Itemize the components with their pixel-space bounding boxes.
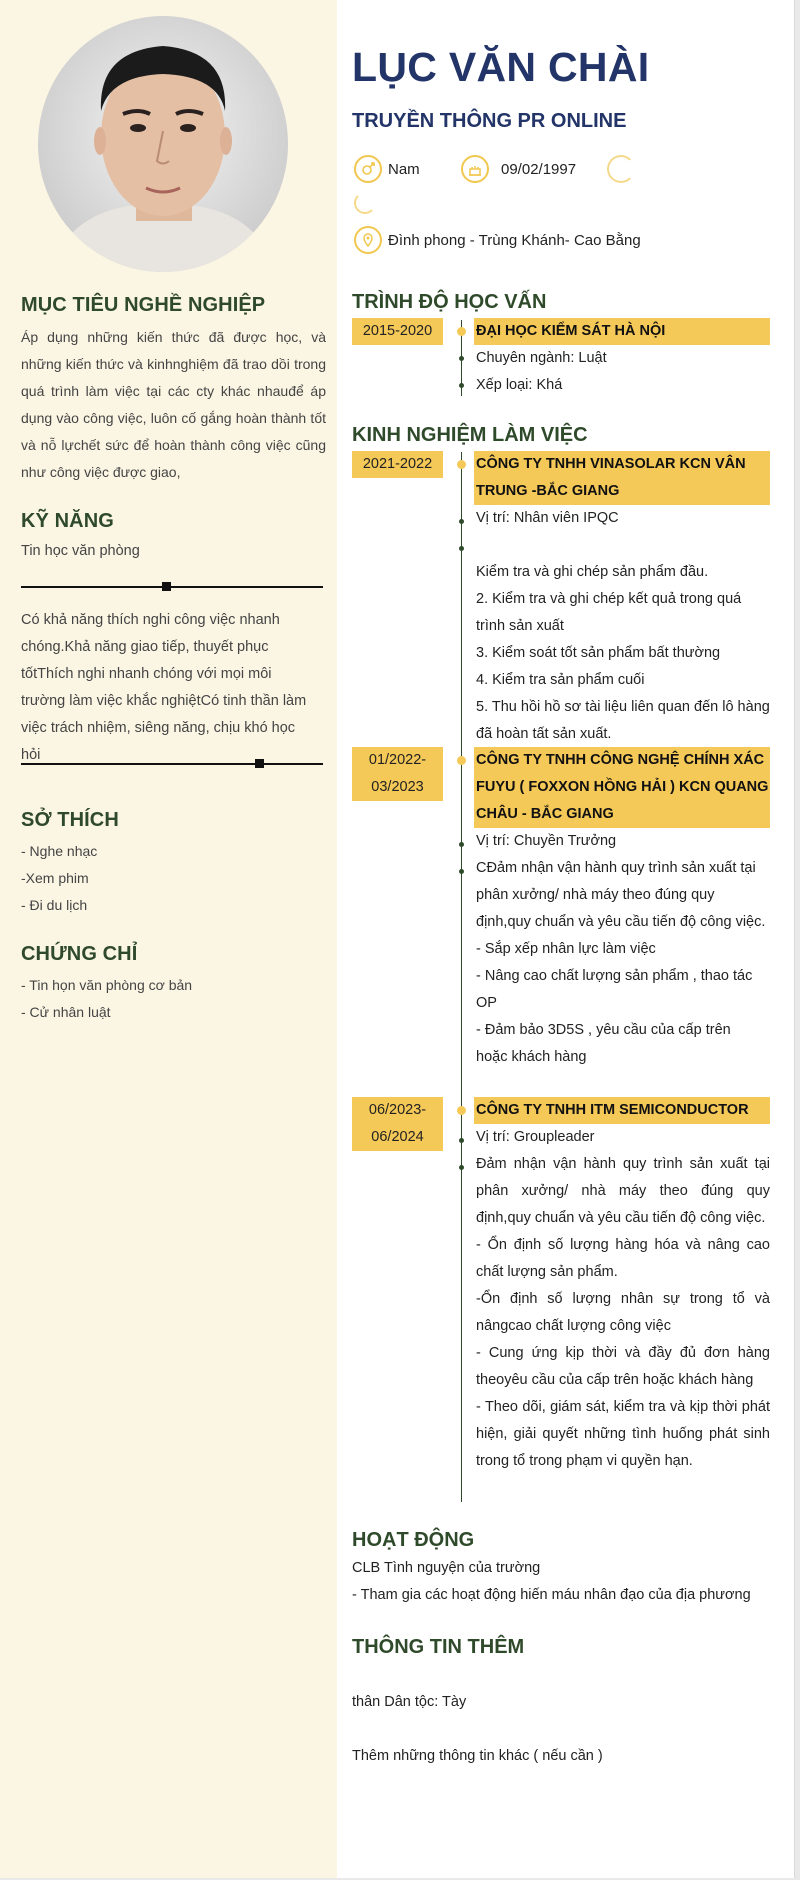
list-item: 3. Kiểm soát tốt sản phẩm bất thường — [476, 645, 721, 661]
job3-date: 06/2023-06/2024 — [352, 1097, 443, 1151]
list-item: - Nghe nhạc — [21, 843, 98, 859]
list-item: Đảm nhận vận hành quy trình sản xuất tại phân xưởng/ nhà máy theo đúng quy định,quy chuẩn và yêu cầu tiến độ công việc. — [476, 1156, 770, 1226]
job1-company: CÔNG TY TNHH VINASOLAR KCN VÂN TRUNG -BẮC GIANG — [474, 451, 770, 505]
bullet-dot — [459, 383, 464, 388]
gender-icon — [354, 155, 382, 183]
certificates-list — [21, 972, 192, 1026]
list-item: - Cử nhân luật — [21, 1004, 111, 1020]
list-item: CĐảm nhận vận hành quy trình sản xuất tại phân xưởng/ nhà máy theo đúng quy định,quy chuẩn và yêu cầu tiến độ công việc. — [476, 860, 766, 930]
job1-date: 2021-2022 — [352, 451, 443, 478]
timeline-dot — [457, 327, 466, 336]
skill-1-slider — [21, 582, 323, 592]
list-item: 2. Kiểm tra và ghi chép kết quả trong quá trình sản xuất — [476, 591, 742, 634]
bullet-dot — [459, 842, 464, 847]
location-icon — [354, 226, 382, 254]
sidebar — [0, 0, 337, 1878]
job1-position: Vị trí: Nhân viên IPQC — [476, 510, 619, 526]
bullet-dot — [459, 1138, 464, 1143]
activity-line: CLB Tình nguyện của trường — [352, 1560, 541, 1576]
job2-company: CÔNG TY TNHH CÔNG NGHỆ CHÍNH XÁC FUYU ( FOXXON HỒNG HẢI ) KCN QUANG CHÂU - BẮC GIANG — [474, 747, 770, 828]
list-item: 4. Kiểm tra sản phẩm cuối — [476, 672, 645, 688]
list-item: - Nâng cao chất lượng sản phẩm , thao tác OP — [476, 968, 753, 1011]
gender-row — [354, 155, 420, 183]
more-info-line: thân Dân tộc: Tày — [352, 1694, 467, 1710]
birthday-row — [461, 155, 576, 183]
list-item: - Cung ứng kịp thời và đầy đủ đơn hàng theoyêu cầu của cấp trên hoặc khách hàng — [476, 1345, 770, 1388]
skill-1-label: Tin học văn phòng — [21, 543, 140, 559]
address-row — [354, 226, 641, 254]
gender-value: Nam — [388, 160, 420, 178]
list-item: - Theo dõi, giám sát, kiểm tra và kịp thời phát hiện, giải quyết những tình huống phát sinh trong tổ trong phạm vi quyền hạn. — [476, 1399, 770, 1469]
address-value: Đình phong - Trùng Khánh- Cao Bằng — [388, 231, 641, 249]
objective-text: Áp dụng những kiến thức đã được học, và những kiến thức và kinhnghiệm đã trao dồi trong quá trình làm việc tại các cty khác nhauđể áp dụng vào công việc, luôn cố gắng hoàn thành tốt và nỗ lựchết sức để hoàn thành công việc cũng như công việc được giao, — [21, 329, 326, 480]
bullet-dot — [459, 869, 464, 874]
list-item: - Đi du lịch — [21, 897, 88, 913]
list-item: - Tin họn văn phòng cơ bản — [21, 977, 193, 993]
job-title: TRUYỀN THÔNG PR ONLINE — [352, 110, 627, 132]
timeline-dot — [457, 1106, 466, 1115]
more-info-title: THÔNG TIN THÊM — [352, 1636, 525, 1658]
job2-duties — [476, 855, 766, 1071]
experience-title: KINH NGHIỆM LÀM VIỆC — [352, 424, 588, 446]
education-major: Chuyên ngành: Luật — [476, 350, 607, 366]
experience-timeline — [461, 452, 462, 1502]
list-item: 5. Thu hồi hồ sơ tài liệu liên quan đến lô hàng đã hoàn tất sản xuất. — [476, 699, 770, 742]
education-title: TRÌNH ĐỘ HỌC VẤN — [352, 291, 547, 313]
more-info-line: Thêm những thông tin khác ( nếu cần ) — [352, 1748, 603, 1764]
activities-title: HOẠT ĐỘNG — [352, 1529, 475, 1551]
activity-line: - Tham gia các hoạt động hiến máu nhân đạo của địa phương — [352, 1587, 751, 1603]
bullet-dot — [459, 519, 464, 524]
skill-2-thumb — [255, 759, 264, 768]
bullet-dot — [459, 356, 464, 361]
job3-company: CÔNG TY TNHH ITM SEMICONDUCTOR — [474, 1097, 770, 1124]
birthday-value: 09/02/1997 — [501, 160, 577, 178]
objective-title: MỤC TIÊU NGHỀ NGHIỆP — [21, 294, 266, 316]
job3-duties — [476, 1151, 770, 1475]
education-date: 2015-2020 — [352, 318, 443, 345]
education-rank: Xếp loại: Khá — [476, 377, 563, 393]
certificates-title: CHỨNG CHỈ — [21, 943, 138, 965]
list-item: -Ổn định số lượng nhân sự trong tổ và nângcao chất lượng công việc — [476, 1291, 770, 1334]
school-name: ĐẠI HỌC KIỂM SÁT HÀ NỘI — [474, 318, 770, 345]
candidate-name: LỤC VĂN CHÀI — [352, 44, 650, 90]
timeline-dot — [457, 460, 466, 469]
bullet-dot — [459, 1165, 464, 1170]
timeline-dot — [457, 756, 466, 765]
skills-title: KỸ NĂNG — [21, 510, 114, 532]
job2-date: 01/2022-03/2023 — [352, 747, 443, 801]
hobbies-title: SỞ THÍCH — [21, 809, 119, 831]
list-item: - Đảm bảo 3D5S , yêu cầu của cấp trên hoặc khách hàng — [476, 1022, 731, 1065]
birthday-icon — [461, 155, 489, 183]
skill-1-thumb — [162, 582, 171, 591]
contact-icon — [607, 155, 635, 183]
list-item: - Ổn định số lượng hàng hóa và nâng cao chất lượng sản phẩm. — [476, 1237, 770, 1280]
list-item: -Xem phim — [21, 870, 89, 886]
skill-2-slider — [21, 759, 323, 769]
job3-position: Vị trí: Groupleader — [476, 1129, 595, 1145]
job2-position: Vị trí: Chuyền Trưởng — [476, 833, 617, 849]
hobbies-list — [21, 838, 97, 919]
bullet-dot — [459, 546, 464, 551]
list-item: Kiểm tra và ghi chép sản phẩm đầu. — [476, 564, 709, 580]
email-icon — [354, 192, 376, 214]
avatar — [38, 16, 288, 272]
skill-2-text: Có khả năng thích nghi công việc nhanh chóng.Khả năng giao tiếp, thuyết phục tốtThích nghi nhanh chóng với mọi môi trường làm việc khắc nghiệtCó tinh thần làm việc trách nhiệm, siêng năng, chịu khó học hỏi — [21, 612, 307, 763]
job1-duties — [476, 559, 770, 748]
list-item: - Sắp xếp nhân lực làm việc — [476, 941, 656, 957]
